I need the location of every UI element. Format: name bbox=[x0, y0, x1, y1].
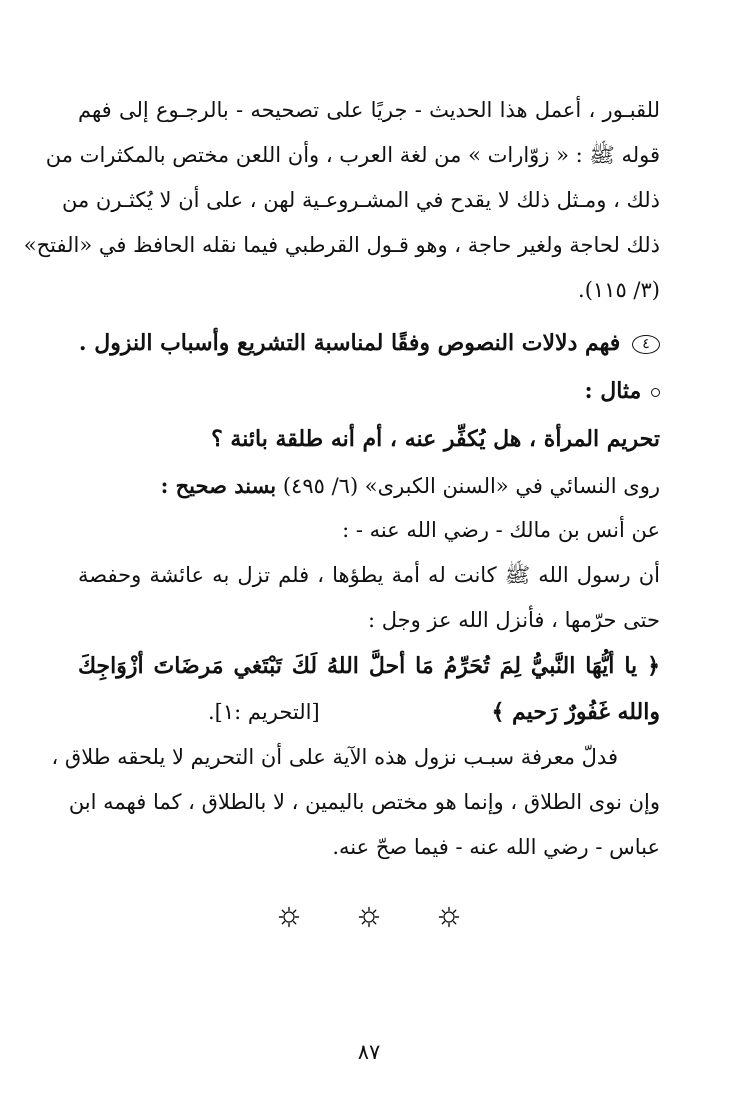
text-line: قوله ﷺ : « زوّارات » من لغة العرب ، وأن اللعن مختص بالمكثرات من bbox=[45, 143, 660, 167]
page-number: ٨٧ bbox=[357, 1040, 381, 1064]
text-line: وإن نوى الطلاق ، وإنما هو مختص باليمين ، لا بالطلاق ، كما فهمه ابن bbox=[68, 790, 660, 814]
text-line: (٣/ ١١٥). bbox=[578, 278, 660, 302]
section-heading bbox=[78, 319, 660, 367]
quran-verse-line: والله غَفُورٌ رَحيم ﴾ bbox=[491, 699, 660, 725]
section-divider-ornaments bbox=[0, 906, 738, 936]
narration-source: روى النسائي في «السنن الكبرى» (٦/ ٤٩٥) bbox=[282, 474, 660, 498]
narration-chain: عن أنس بن مالك - رضي الله عنه - : bbox=[342, 518, 660, 542]
text-line: فدلّ معرفة سبـب نزول هذه الآية على أن التحريم لا يلحقه طلاق ، bbox=[51, 745, 618, 769]
text-line: للقبـور ، أعمل هذا الحديث - جريًا على تصحيحه - بالرجـوع إلى فهم bbox=[78, 98, 660, 122]
question-heading: تحريم المرأة ، هل يُكفِّر عنه ، أم أنه طلقة بائنة ؟ bbox=[211, 426, 660, 452]
text-line: ذلك ، ومـثل ذلك لا يقدح في المشـروعـية لهن ، على أن لا يُكثـرن من bbox=[62, 188, 660, 212]
paragraph-intro bbox=[23, 88, 660, 313]
verse-reference: [التحريم :١]. bbox=[208, 700, 320, 724]
sun-ornament-icon bbox=[278, 906, 300, 928]
narration-text-line: أن رسول الله ﷺ كانت له أمة يطؤها ، فلم تزل به عائشة وحفصة bbox=[78, 563, 660, 587]
section-title: فهم دلالات النصوص وفقًا لمناسبة التشريع وأسباب النزول . bbox=[78, 330, 621, 356]
narration-grade: بسند صحيح : bbox=[160, 473, 277, 498]
example-label: مثال : bbox=[584, 378, 642, 404]
quran-verse-end bbox=[78, 689, 660, 735]
example-heading bbox=[78, 367, 660, 415]
sun-ornament-icon bbox=[438, 906, 460, 928]
narration-intro bbox=[78, 463, 660, 508]
narration-text-line: حتى حرّمها ، فأنزل الله عز وجل : bbox=[367, 608, 660, 632]
sun-ornament-icon bbox=[358, 906, 380, 928]
bullet-circle-icon bbox=[651, 388, 660, 397]
paragraph-conclusion bbox=[51, 735, 660, 870]
quran-verse-line: ﴿ يا أيُّهَا النَّبيُّ لِمَ تُحَرِّمُ مَا أحلَّ اللهُ لَكَ تَبْتَغي مَرضَاتَ أزْوَاجِكَ bbox=[78, 653, 660, 679]
section-number: ٤ bbox=[632, 335, 660, 354]
text-line: عباس - رضي الله عنه - فيما صحّ عنه. bbox=[332, 835, 660, 859]
text-line: ذلك لحاجة ولغير حاجة ، وهو قـول القرطبي فيما نقله الحافظ في «الفتح» bbox=[23, 233, 660, 257]
